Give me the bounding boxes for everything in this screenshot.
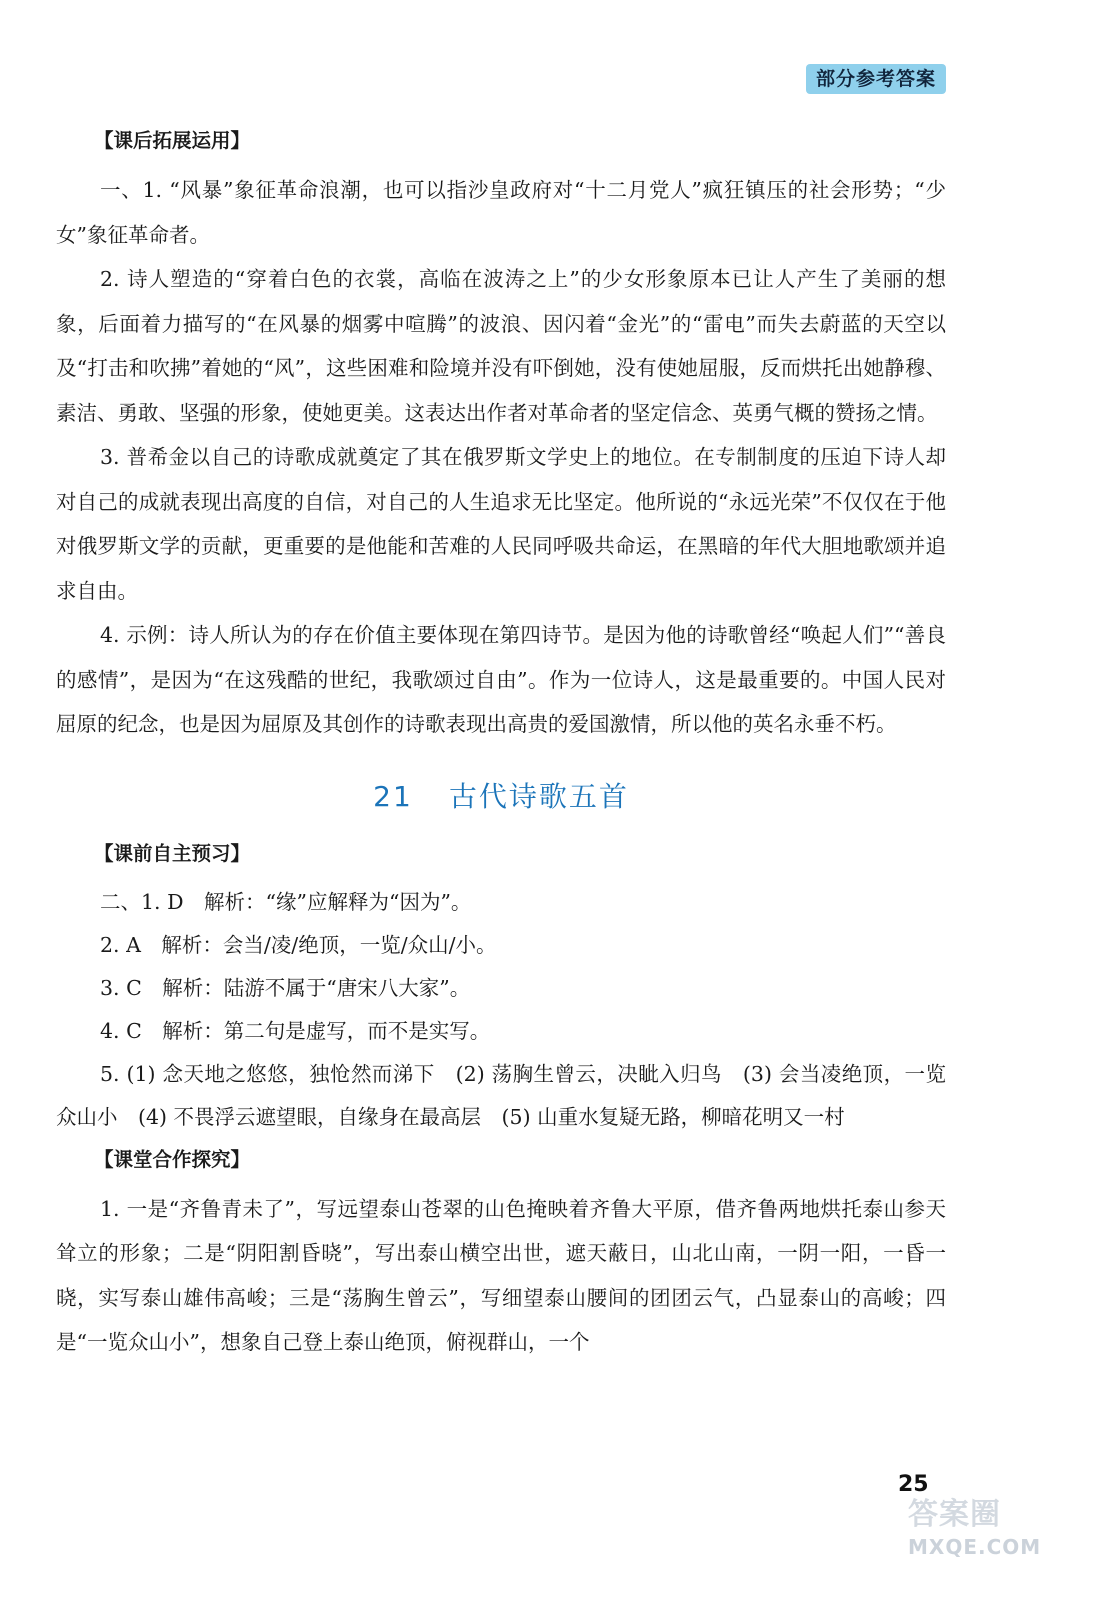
answer-paragraph: 2. 诗人塑造的“穿着白色的衣裳，高临在波涛之上”的少女形象原本已让人产生了美丽的想象，后面着力描写的“在风暴的烟雾中喧腾”的波浪、因闪着“金光”的“雷电”而失去蔚蓝的天空以及“打击和吹拂”着她的“风”，这些困难和险境并没有吓倒她，没有使她屈服，反而烘托出她静穆、素洁、勇敢、坚强的形象，使她更美。这表达出作者对革命者的坚定信念、英勇气概的赞扬之情。	[56, 267, 946, 425]
watermark-logo	[908, 1496, 1058, 1576]
page-number: 25	[898, 1472, 929, 1497]
section-heading-classroom: 【课堂合作探究】	[94, 1147, 251, 1171]
answer-paragraph: 3. C 解析：陆游不属于“唐宋八大家”。	[100, 975, 471, 1000]
section-heading-extension: 【课后拓展运用】	[94, 129, 251, 152]
lesson-number: 21	[373, 779, 413, 813]
answer-paragraph: 二、1. D 解析：“缘”应解释为“因为”。	[100, 889, 472, 914]
lesson-name: 古代诗歌五首	[448, 779, 629, 813]
answer-paragraph: 2. A 解析：会当/凌/绝顶，一览/众山/小。	[100, 932, 497, 957]
answer-paragraph: 1. 一是“齐鲁青未了”，写远望泰山苍翠的山色掩映着齐鲁大平原，借齐鲁两地烘托泰山参天耸立的形象；二是“阴阳割昏晓”，写出泰山横空出世，遮天蔽日，山北山南，一阴一阳，一昏一晓，实写泰山雄伟高峻；三是“荡胸生曾云”，写细望泰山腰间的团团云气，凸显泰山的高峻；四是“一览众山小”，想象自己登上泰山绝顶，俯视群山，一个	[56, 1196, 946, 1354]
watermark-text: 答案圈	[908, 1497, 1001, 1532]
answer-paragraph: 4. C 解析：第二句是虚写，而不是实写。	[100, 1018, 491, 1043]
answer-paragraph: 3. 普希金以自己的诗歌成就奠定了其在俄罗斯文学史上的地位。在专制制度的压迫下诗人却对自己的成就表现出高度的自信，对自己的人生追求无比坚定。他所说的“永远光荣”不仅仅在于他对俄罗斯文学的贡献，更重要的是他能和苦难的人民同呼吸共命运，在黑暗的年代大胆地歌颂并追求自由。	[56, 445, 946, 603]
section-badge: 部分参考答案	[806, 64, 946, 94]
page-content	[56, 126, 946, 1365]
section-heading-preview: 【课前自主预习】	[94, 841, 251, 865]
answer-paragraph: 4. 示例：诗人所认为的存在价值主要体现在第四诗节。是因为他的诗歌曾经“唤起人们”“善良的感情”，是因为“在这残酷的世纪，我歌颂过自由”。作为一位诗人，这是最重要的。中国人民对屈原的纪念，也是因为屈原及其创作的诗歌表现出高贵的爱国激情，所以他的英名永垂不朽。	[56, 623, 946, 736]
watermark-site: MXQE.COM	[908, 1535, 1042, 1559]
answer-paragraph: 5. (1) 念天地之悠悠，独怆然而涕下 (2) 荡胸生曾云，决眦入归鸟 (3) 会当凌绝顶，一览众山小 (4) 不畏浮云遮望眼，自缘身在最高层 (5) 山重水复疑无路，柳暗花明又一村	[56, 1061, 946, 1129]
answer-paragraph: 一、1. “风暴”象征革命浪潮，也可以指沙皇政府对“十二月党人”疯狂镇压的社会形势；“少女”象征革命者。	[56, 178, 946, 247]
lesson-title	[56, 777, 946, 817]
